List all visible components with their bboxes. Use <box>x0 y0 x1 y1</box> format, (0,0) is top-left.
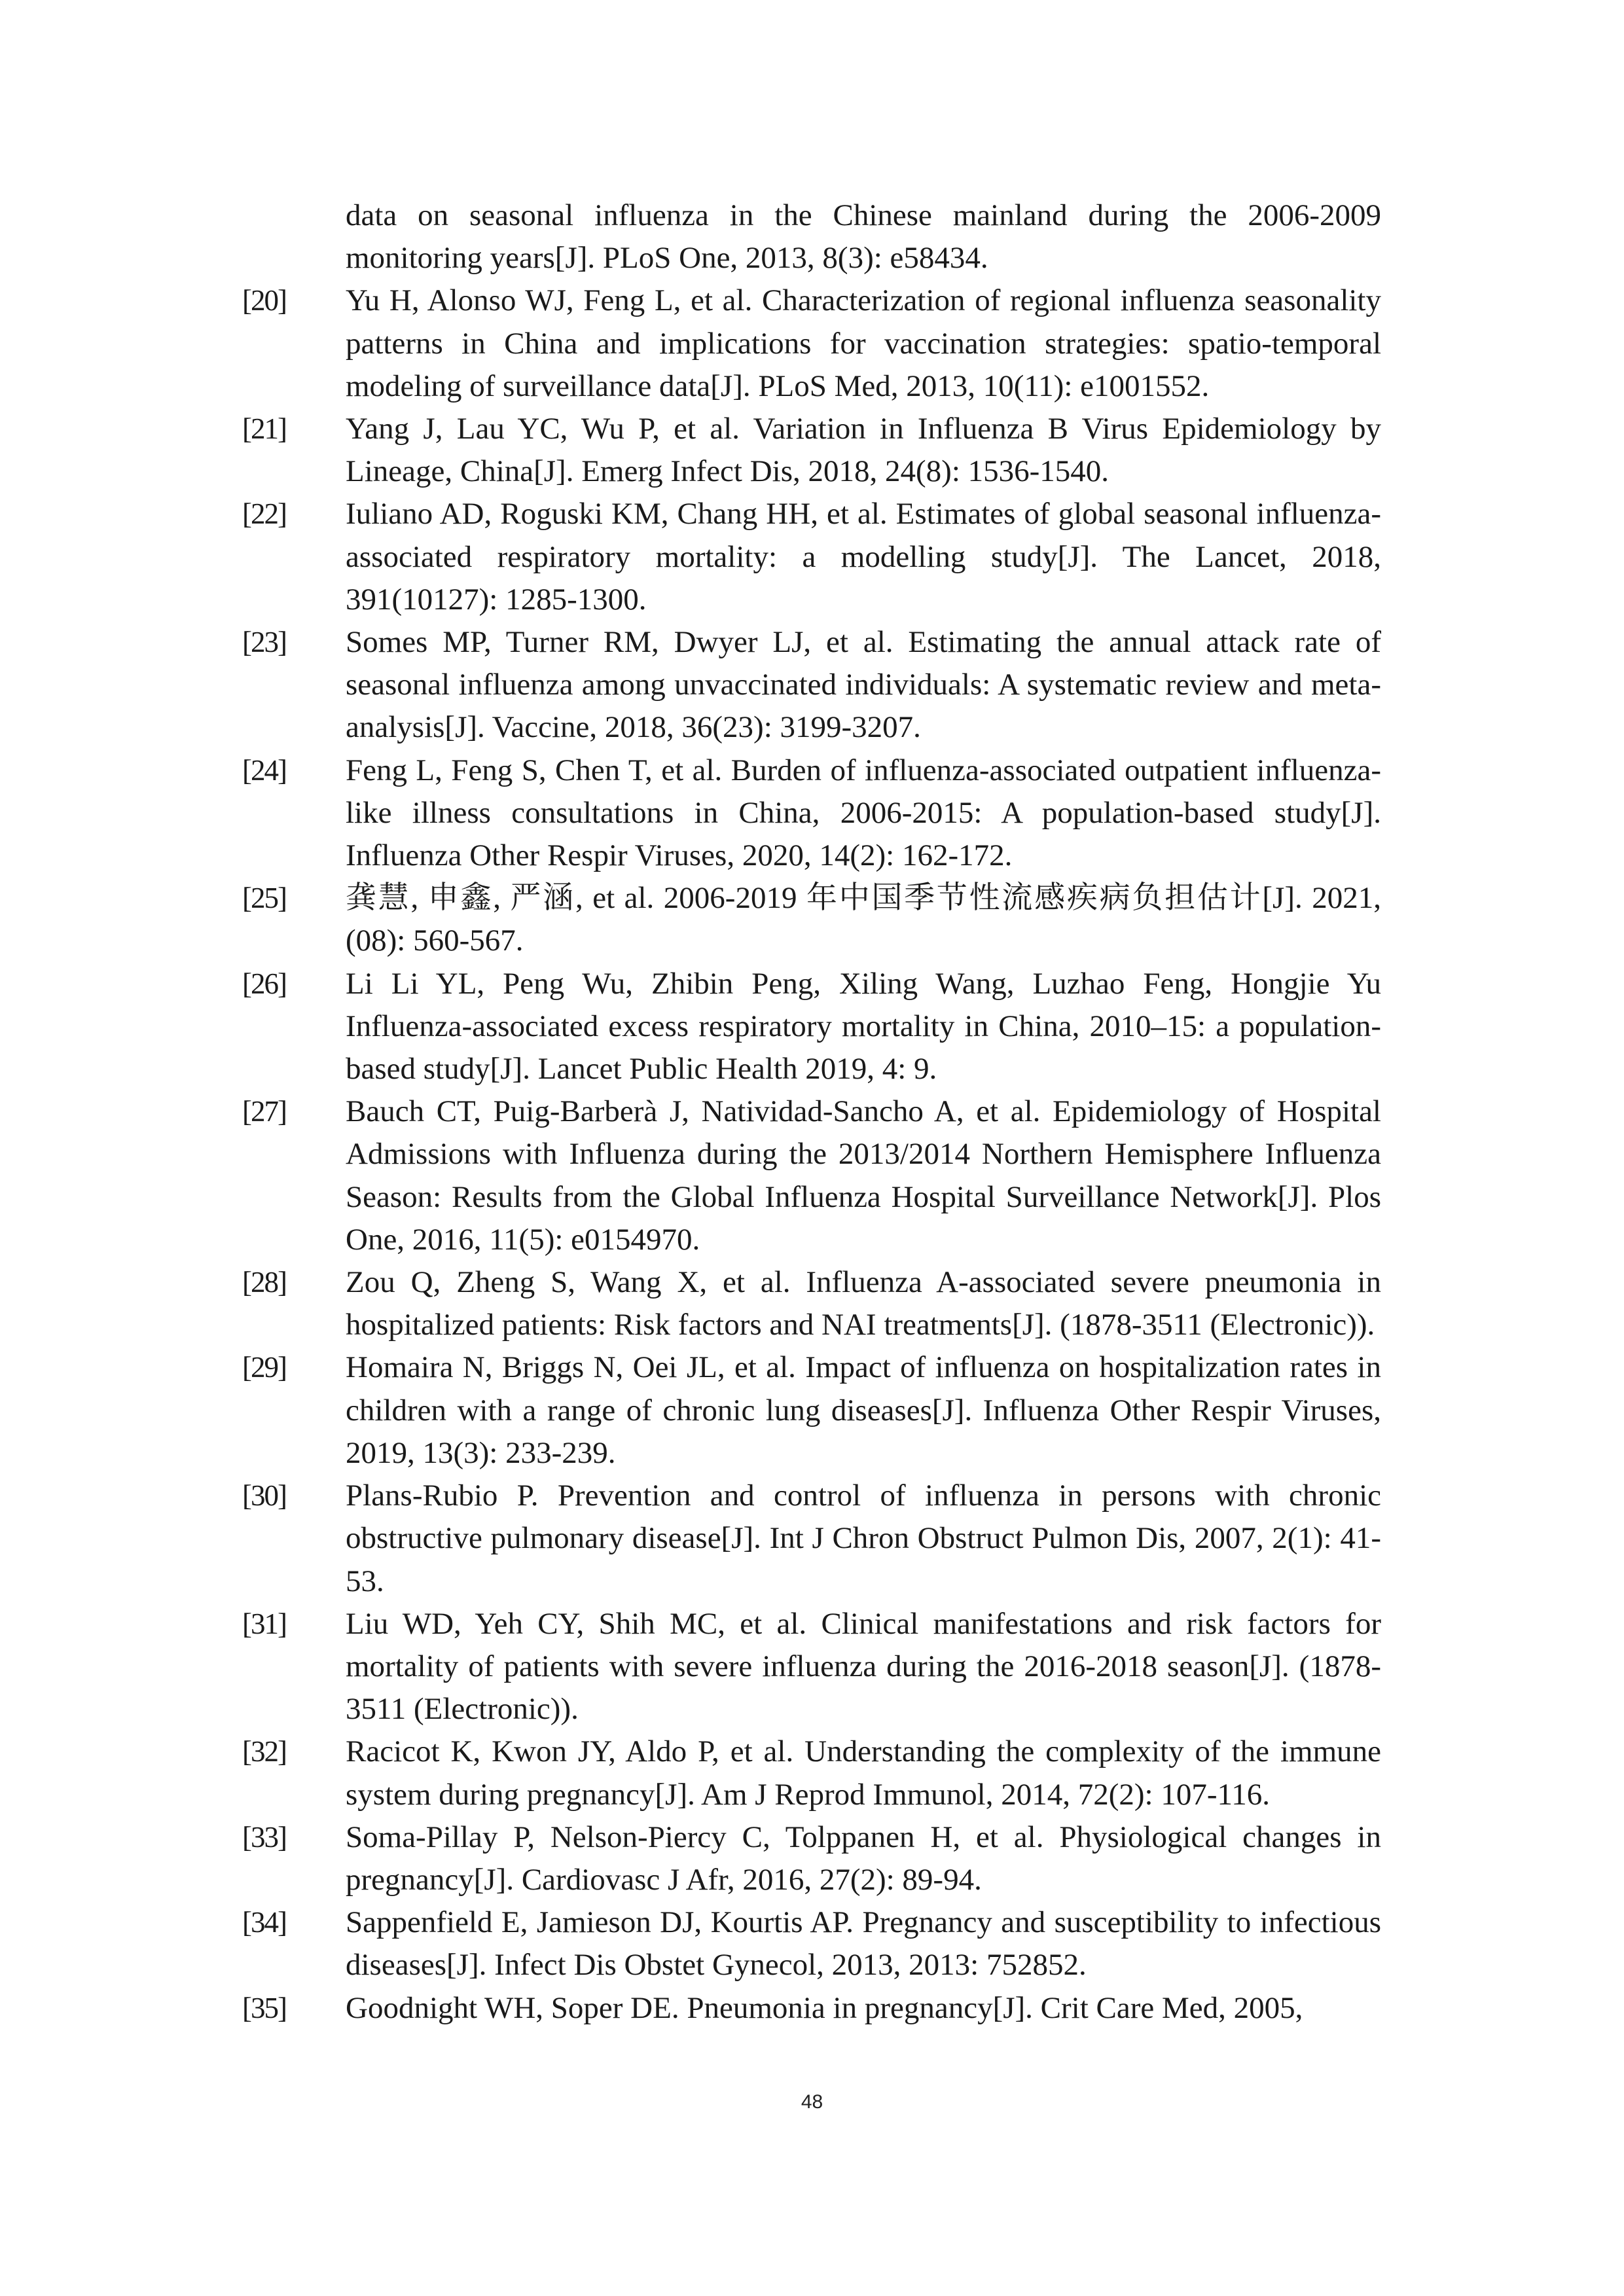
reference-number: [28] <box>242 1266 286 1299</box>
reference-number: [33] <box>242 1820 286 1854</box>
reference-text: Li Li YL, Peng Wu, Zhibin Peng, Xiling Wang, Luzhao Feng, Hongjie Yu Influenza-associated excess respiratory mortality in China, 2010–15: a population-based study[J]. Lancet Public Health 2019, 4: 9. <box>346 966 1381 1086</box>
reference-text: Iuliano AD, Roguski KM, Chang HH, et al. Estimates of global seasonal influenza-associated respiratory mortality: a modelling study[J]. The Lancet, 2018, 391(10127): 1285-1300. <box>346 497 1381 617</box>
reference-item <box>242 963 1381 1091</box>
reference-item <box>242 1901 1381 1986</box>
reference-item <box>242 1090 1381 1261</box>
reference-number: [29] <box>242 1351 286 1384</box>
reference-item <box>242 194 1381 279</box>
reference-text: Racicot K, Kwon JY, Aldo P, et al. Understanding the complexity of the immune system during pregnancy[J]. Am J Reprod Immunol, 2014, 72(2): 107-116. <box>346 1734 1381 1812</box>
reference-number: [32] <box>242 1735 286 1768</box>
reference-number: [31] <box>242 1607 286 1640</box>
reference-number: [25] <box>242 882 286 915</box>
reference-number: [27] <box>242 1095 286 1128</box>
reference-item <box>242 1987 1381 2030</box>
reference-text: Yu H, Alonso WJ, Feng L, et al. Characterization of regional influenza seasonality patterns in China and implications for vaccination strategies: spatio-temporal modeling of surveillance data[J]. PLoS Med, 2013, 10(11): e1001552. <box>346 283 1381 403</box>
reference-item <box>242 408 1381 493</box>
reference-text: Zou Q, Zheng S, Wang X, et al. Influenza A-associated severe pneumonia in hospitalized patients: Risk factors and NAI treatments[J]. (1878-3511 (Electronic)). <box>346 1265 1381 1342</box>
reference-text: Feng L, Feng S, Chen T, et al. Burden of influenza‐associated outpatient influenza‐like illness consultations in China, 2006‐2015: A population‐based study[J]. Influenza Other Respir Viruses, 2020, 14(2): 162-172. <box>346 753 1381 873</box>
reference-text: Soma-Pillay P, Nelson-Piercy C, Tolppanen H, et al. Physiological changes in pregnancy[J]. Cardiovasc J Afr, 2016, 27(2): 89-94. <box>346 1820 1381 1897</box>
reference-number: [26] <box>242 967 286 1000</box>
reference-text: Homaira N, Briggs N, Oei JL, et al. Impact of influenza on hospitalization rates in children with a range of chronic lung diseases[J]. Influenza Other Respir Viruses, 2019, 13(3): 233-239. <box>346 1350 1381 1470</box>
reference-list <box>242 194 1381 2030</box>
reference-item <box>242 1816 1381 1901</box>
reference-number: [22] <box>242 497 286 531</box>
reference-number: [30] <box>242 1479 286 1513</box>
reference-number: [24] <box>242 753 286 787</box>
reference-item <box>242 1475 1381 1603</box>
reference-item <box>242 1731 1381 1816</box>
reference-item <box>242 749 1381 878</box>
reference-text: Plans-Rubio P. Prevention and control of influenza in persons with chronic obstructive pulmonary disease[J]. Int J Chron Obstruct Pulmon Dis, 2007, 2(1): 41-53. <box>346 1479 1381 1598</box>
reference-text: Yang J, Lau YC, Wu P, et al. Variation in Influenza B Virus Epidemiology by Lineage, China[J]. Emerg Infect Dis, 2018, 24(8): 1536-1540. <box>346 412 1381 489</box>
reference-text: Goodnight WH, Soper DE. Pneumonia in pregnancy[J]. Crit Care Med, 2005, <box>346 1990 1303 2025</box>
reference-number: [35] <box>242 1991 286 2024</box>
reference-number: [34] <box>242 1906 286 1939</box>
reference-item <box>242 493 1381 621</box>
reference-text: Sappenfield E, Jamieson DJ, Kourtis AP. Pregnancy and susceptibility to infectious diseases[J]. Infect Dis Obstet Gynecol, 2013, 2013: 752852. <box>346 1905 1381 1982</box>
reference-item <box>242 621 1381 749</box>
reference-text: 龚慧, 申鑫, 严涵, et al. 2006-2019 年中国季节性流感疾病负担估计[J]. 2021, (08): 560-567. <box>346 881 1381 958</box>
reference-number: [20] <box>242 284 286 317</box>
reference-text: Somes MP, Turner RM, Dwyer LJ, et al. Estimating the annual attack rate of seasonal influenza among unvaccinated individuals: A systematic review and meta-analysis[J]. Vaccine, 2018, 36(23): 3199-3207. <box>346 625 1381 745</box>
page-number: 48 <box>801 2091 823 2113</box>
reference-item <box>242 1346 1381 1475</box>
reference-item <box>242 877 1381 962</box>
reference-text: Liu WD, Yeh CY, Shih MC, et al. Clinical manifestations and risk factors for mortality of patients with severe influenza during the 2016-2018 season[J]. (1878-3511 (Electronic)). <box>346 1606 1381 1727</box>
reference-item <box>242 1261 1381 1346</box>
reference-text: data on seasonal influenza in the Chinese mainland during the 2006-2009 monitoring years[J]. PLoS One, 2013, 8(3): e58434. <box>346 198 1381 276</box>
reference-number: [21] <box>242 412 286 446</box>
reference-item <box>242 279 1381 408</box>
reference-number: [23] <box>242 626 286 659</box>
reference-text: Bauch CT, Puig-Barberà J, Natividad-Sancho A, et al. Epidemiology of Hospital Admissions with Influenza during the 2013/2014 Northern Hemisphere Influenza Season: Results from the Global Influenza Hospital Surveillance Network[J]. Plos One, 2016, 11(5): e0154970. <box>346 1094 1381 1257</box>
reference-item <box>242 1603 1381 1731</box>
